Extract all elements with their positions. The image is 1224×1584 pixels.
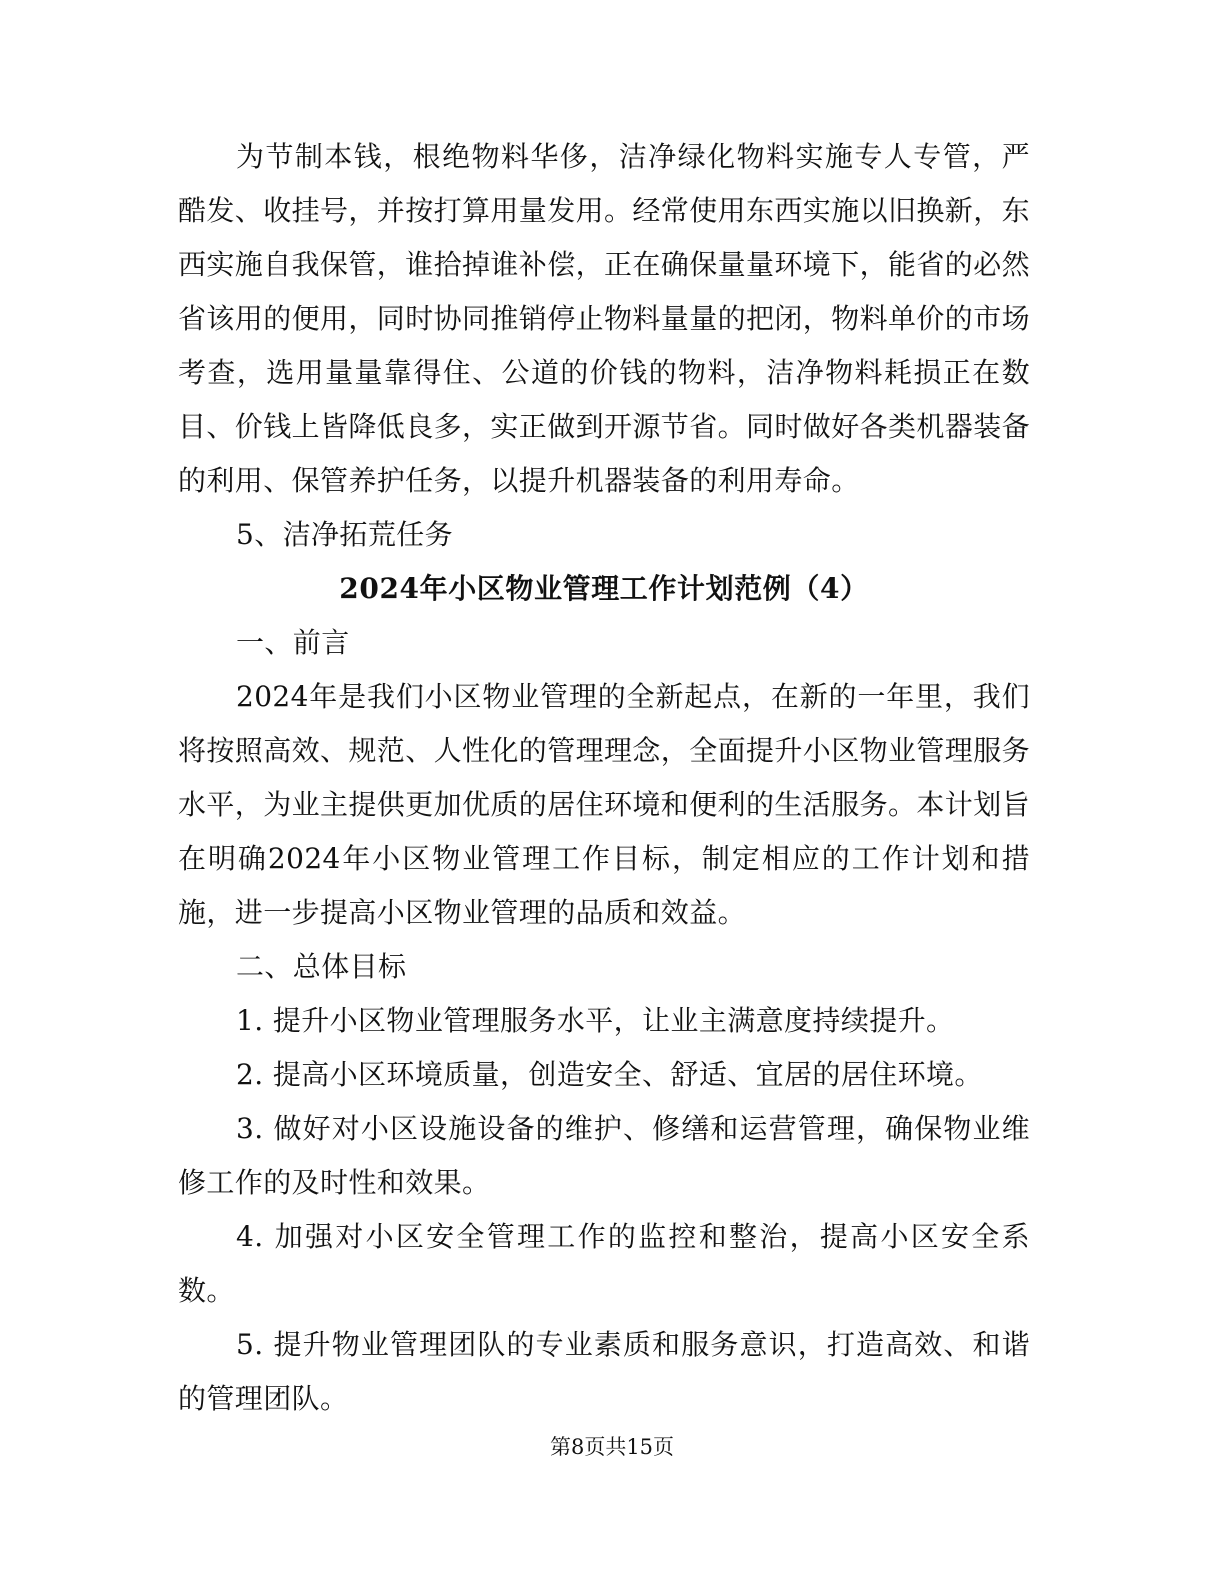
- body-paragraph: 为节制本钱，根绝物料华侈，洁净绿化物料实施专人专管，严酷发、收挂号，并按打算用量发用。经常使用东西实施以旧换新，东西实施自我保管，谁拾掉谁补偿，正在确保量量环境下，能省的必然省该用的便用，同时协同推销停止物料量量的把闭，物料单价的市场考查，选用量量靠得住、公道的价钱的物料，洁净物料耗损正在数目、价钱上皆降低良多，实正做到开源节省。同时做好各类机器装备的利用、保管养护任务，以提升机器装备的利用寿命。: [178, 140, 1031, 497]
- document-body: [178, 130, 1030, 1426]
- document-title: 2024年小区物业管理工作计划范例（4）: [339, 572, 869, 605]
- body-paragraph: 2024年是我们小区物业管理的全新起点，在新的一年里，我们将按照高效、规范、人性化的管理理念，全面提升小区物业管理服务水平，为业主提供更加优质的居住环境和便利的生活服务。本计划旨在明确2024年小区物业管理工作目标，制定相应的工作计划和措施，进一步提高小区物业管理的品质和效益。: [178, 680, 1031, 929]
- section-heading: 二、总体目标: [236, 950, 407, 983]
- section-heading: 5、洁净拓荒任务: [236, 518, 454, 551]
- section-heading: 一、前言: [236, 626, 350, 659]
- list-item: 1. 提升小区物业管理服务水平，让业主满意度持续提升。: [236, 1004, 955, 1037]
- list-item: 3. 做好对小区设施设备的维护、修缮和运营管理，确保物业维修工作的及时性和效果。: [178, 1112, 1030, 1199]
- list-item: 4. 加强对小区安全管理工作的监控和整治，提高小区安全系数。: [178, 1220, 1030, 1307]
- list-item: 5. 提升物业管理团队的专业素质和服务意识，打造高效、和谐的管理团队。: [178, 1328, 1030, 1415]
- page-number-footer: 第8页共15页: [549, 1435, 675, 1459]
- list-item: 2. 提高小区环境质量，创造安全、舒适、宜居的居住环境。: [236, 1058, 983, 1091]
